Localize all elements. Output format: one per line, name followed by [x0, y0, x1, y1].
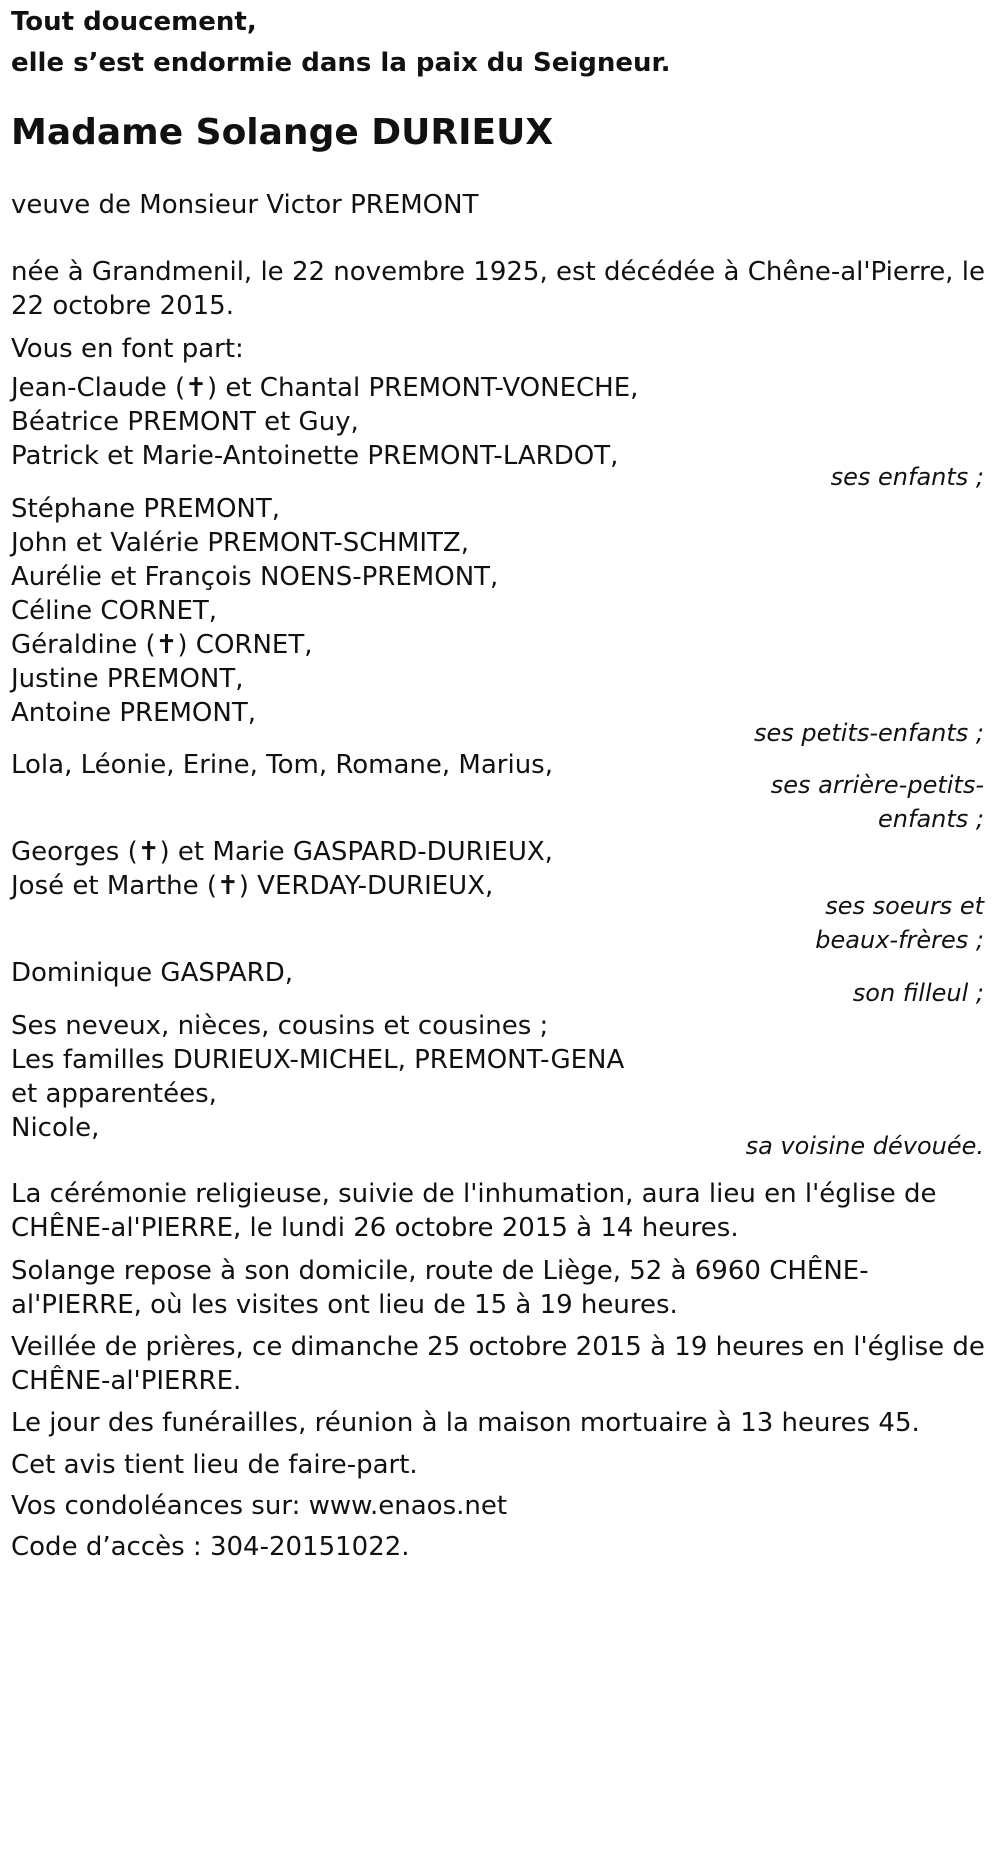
- great-grandchildren-relation-line-2: enfants ;: [878, 805, 984, 833]
- others-line: et apparentées,: [11, 1079, 217, 1109]
- condolences-line: Vos condoléances sur: www.enaos.net: [11, 1491, 508, 1521]
- others-relation: sa voisine dévouée.: [745, 1132, 984, 1160]
- grandchildren-relation: ses petits-enfants ;: [753, 719, 984, 747]
- vigil-line-2: CHÊNE-al'PIERRE.: [11, 1366, 242, 1396]
- vigil-line-1: Veillée de prières, ce dimanche 25 octobre 2015 à 19 heures en l'église de: [11, 1332, 985, 1362]
- ceremony-line-2: CHÊNE-al'PIERRE, le lundi 26 octobre 2015 à 14 heures.: [11, 1213, 739, 1243]
- header-line-1: Tout doucement,: [11, 7, 257, 37]
- siblings-relation-line-2: beaux-frères ;: [815, 926, 984, 954]
- great-grandchildren-relation-line-1: ses arrière-petits-: [770, 771, 984, 799]
- birth-death-line-1: née à Grandmenil, le 22 novembre 1925, est décédée à Chêne-al'Pierre, le: [11, 257, 985, 287]
- others-line: Nicole,: [11, 1113, 100, 1143]
- announce-line: Vous en font part:: [11, 334, 244, 364]
- grandchild-name: Géraldine (✝) CORNET,: [11, 630, 313, 660]
- godson-name: Dominique GASPARD,: [11, 958, 294, 988]
- sibling-name: Georges (✝) et Marie GASPARD-DURIEUX,: [11, 837, 553, 867]
- grandchild-name: Aurélie et François NOENS-PREMONT,: [11, 562, 499, 592]
- spouse-line: veuve de Monsieur Victor PREMONT: [11, 190, 479, 220]
- grandchild-name: Stéphane PREMONT,: [11, 494, 281, 524]
- children-name: Patrick et Marie-Antoinette PREMONT-LARDOT,: [11, 441, 619, 471]
- godson-relation: son filleul ;: [852, 979, 984, 1007]
- others-line: Ses neveux, nièces, cousins et cousines ;: [11, 1011, 549, 1041]
- great-grandchildren-names: Lola, Léonie, Erine, Tom, Romane, Marius,: [11, 750, 553, 780]
- siblings-relation-line-1: ses soeurs et: [825, 892, 984, 920]
- deceased-name: Madame Solange DURIEUX: [11, 112, 554, 153]
- grandchild-name: John et Valérie PREMONT-SCHMITZ,: [11, 528, 470, 558]
- grandchild-name: Antoine PREMONT,: [11, 698, 256, 728]
- notice-line: Cet avis tient lieu de faire-part.: [11, 1450, 418, 1480]
- sibling-name: José et Marthe (✝) VERDAY-DURIEUX,: [11, 871, 494, 901]
- grandchild-name: Céline CORNET,: [11, 596, 218, 626]
- others-line: Les familles DURIEUX-MICHEL, PREMONT-GENA: [11, 1045, 625, 1075]
- rest-line-2: al'PIERRE, où les visites ont lieu de 15 à 19 heures.: [11, 1290, 678, 1320]
- birth-death-line-2: 22 octobre 2015.: [11, 291, 234, 321]
- children-name: Béatrice PREMONT et Guy,: [11, 407, 359, 437]
- access-code-line: Code d’accès : 304-20151022.: [11, 1532, 410, 1562]
- header-line-2: elle s’est endormie dans la paix du Seigneur.: [11, 48, 671, 78]
- children-name: Jean-Claude (✝) et Chantal PREMONT-VONECHE,: [11, 373, 639, 403]
- grandchild-name: Justine PREMONT,: [11, 664, 244, 694]
- rest-line-1: Solange repose à son domicile, route de Liège, 52 à 6960 CHÊNE-: [11, 1256, 869, 1286]
- ceremony-line-1: La cérémonie religieuse, suivie de l'inhumation, aura lieu en l'église de: [11, 1179, 937, 1209]
- children-relation: ses enfants ;: [830, 463, 984, 491]
- funeral-line: Le jour des funérailles, réunion à la maison mortuaire à 13 heures 45.: [11, 1408, 920, 1438]
